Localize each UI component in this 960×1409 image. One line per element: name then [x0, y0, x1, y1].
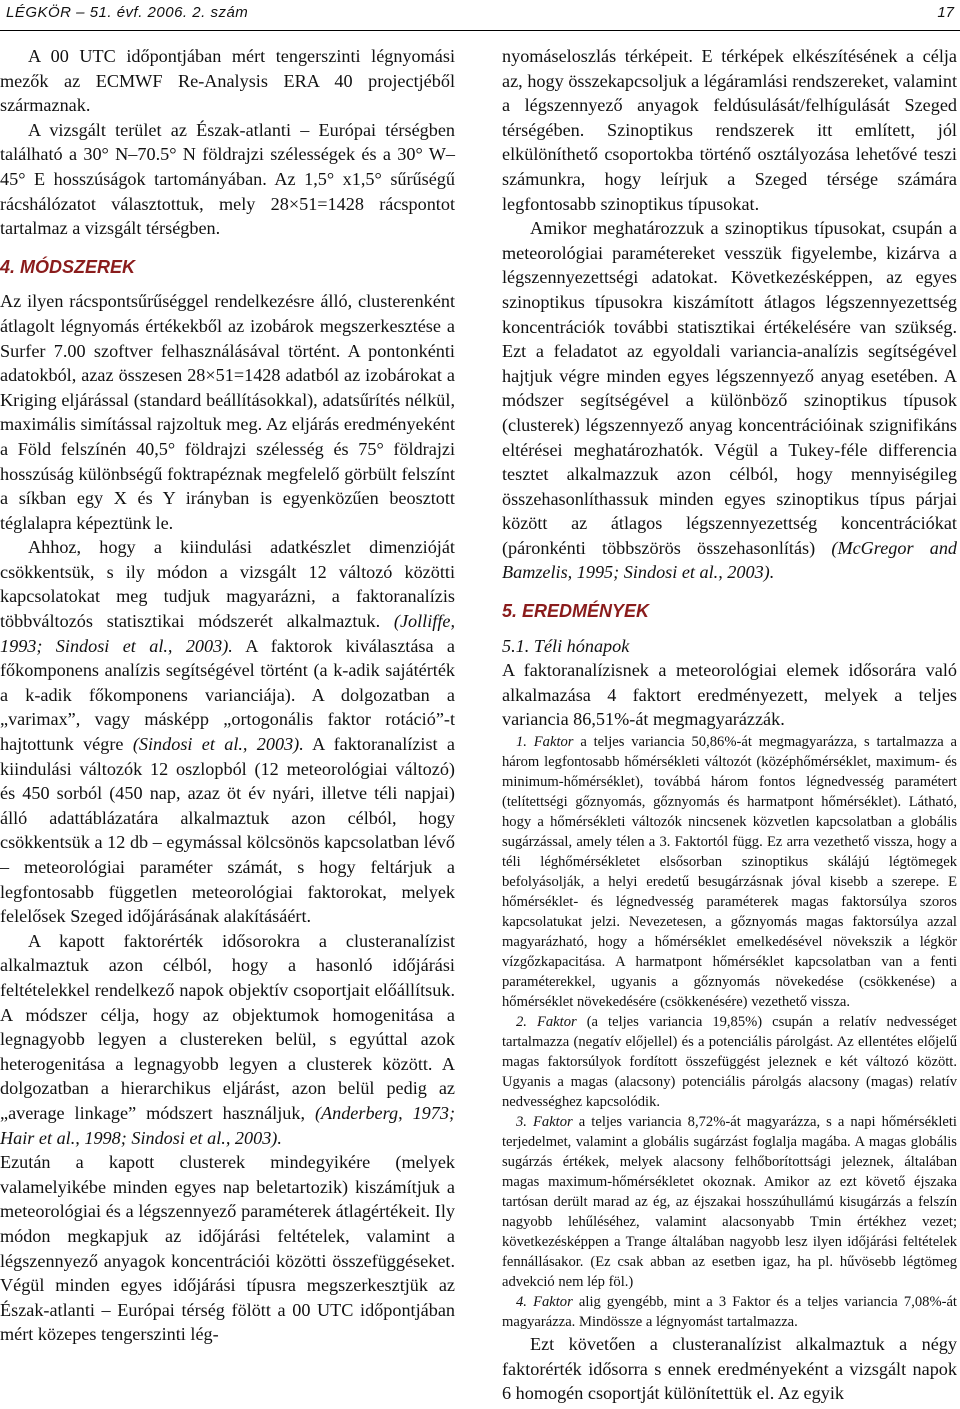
- factor-text: (a teljes variancia 19,85%) csupán a relatív nedvességet tartalmazza (negatív előjellel) és a potenciális párolgást. Az ellentétes előjelű magas faktorsúlyok fordított összefüggést jeleznek e két változó között. Ugyanis a magas (alacsony) potenciális párolgás alacsony (magas) relatív nedvességhez kapcsolódik.: [502, 1014, 957, 1111]
- section-heading-results: 5. EREDMÉNYEK: [502, 601, 650, 622]
- paragraph-text: A faktoranalízist a kiindulási változók 12 oszlopból (12 meteorológiai változó) és 450 sorból (450 nap, azaz öt év nyári, illetve téli napjai) álló adattáblázatára alkalmaztuk azon célból, hogy csökkentsük a 12 db – egymással kölcsönös kapcsolatban lévő – meteorológiai paraméter számát, s hogy feltárjuk a legfontosabb független meteorológiai faktorokat, melyek felelősek Szeged időjárásának alakításáért.: [0, 734, 455, 927]
- paragraph: [502, 216, 957, 585]
- paragraph-text: Ahhoz, hogy a kiindulási adatkészlet dimenzióját csökkentsük, s ily módon a vizsgált 12 változó közötti kapcsolatokat meg tudjuk magyarázni, a faktoranalízis többváltozós statisztikai módszerét alkalmaztuk.: [0, 537, 455, 632]
- left-column: [0, 44, 455, 1347]
- paragraph: [0, 929, 455, 1150]
- paragraph: Ezt követően a clusteranalízist alkalmaztuk a négy faktorérték idősorra s ennek eredményeként a vizsgált napok 6 homogén csoportját különítettük el. Az egyik: [502, 1334, 957, 1404]
- subsection-heading: 5.1. Téli hónapok: [502, 635, 630, 656]
- factor-text: a teljes variancia 8,72%-át magyarázza, s a napi hőmérsékleti terjedelmet, valamint a globális sugárzást foglalja magába. A magas globális sugárzás értékek, melyek alacsony felhőborítottsági jeleznek, általában magas maximum-hőmérsékletet okoznak. Amikor az ezt követő éjszaka tartósan derült marad az ég, az éjszakai hosszúhullámú kisugárzás a felszín nagyobb lehűléséhez, valamint alacsonyabb Tmin értékhez vezet; következésképpen a Trange általában nagyobb lesz ilyen időjárási feltételek fennállásakor. (Ez csak abban az esetben igaz, ha pl. hűvösebb légtömeg advekció nem lép föl.): [502, 1114, 957, 1291]
- factor-text: alig gyengébb, mint a 3 Faktor és a teljes variancia 7,08%-át magyarázza. Mindössze a légnyomást tartalmazza.: [502, 1294, 957, 1331]
- factor-1: [502, 732, 957, 1012]
- paragraph-text: Amikor meghatározzuk a szinoptikus típusokat, csupán a meteorológiai paramétereket vesszük figyelembe, kizárva a légszennyezettségi adatokat. Következésképpen, az egyes szinoptikus típusokra kiszámított átlagos légszennyezettség koncentrációk további statisztikai értékelésére van szükség. Ezt a feladatot az egyoldali variancia-analízis segítségével hajtjuk végre minden egyes légszennyező anyag esetében. A módszer segítségével a különböző szinoptikus típusok (clusterek) légszennyező anyag koncentrációinak szignifikáns eltérései meghatározhatók. Végül a Tukey-féle differencia tesztet alkalmazzuk azon célból, hogy mennyiségileg összehasonlíthassuk minden egyes szinoptikus típus párjai között az átlagos légszennyezettség koncentrációkat (páronkénti többszörös összehasonlítás): [502, 218, 957, 558]
- factor-label: 2. Faktor: [516, 1014, 577, 1031]
- paragraph: A faktoranalízisnek a meteorológiai elemek idősorára való alkalmazása 4 faktort eredményezett, melyek a teljes variancia 86,51%-át megmagyarázzák.: [502, 660, 957, 730]
- paragraph: nyomáseloszlás térképeit. E térképek elkészítésének a célja az, hogy összekapcsoljuk a légáramlási rendszereket, valamint a légszennyező anyagok feldúsulását/felhígulását Szeged térségében. Szinoptikus rendszerek itt említett, jól elkülöníthető csoportokba történő osztályozása lehetővé teszi számunkra, hogy leírjuk a Szeged térsége számára legfontosabb szinoptikus típusokat.: [502, 46, 957, 214]
- factor-text: a teljes variancia 50,86%-át megmagyarázza, s tartalmazza a három legfontosabb hőmérsékleti változót (középhőmérséklet, maximum- és minimum-hőmérséklet), továbbá három fontos légnedvesség paramétert (telítettségi gőznyomás, gőznyomás és harmatpont hőmérséklet). Látható, hogy a hőmérsékleti változók nincsenek közvetlen kapcsolatban a globális sugárzással, amely télen a 3. Faktortól függ. Ez arra vezethető vissza, hogy a téli léghőmérsékletet elsősorban szinoptikus skálájú légtömegek befolyásolják, a helyi eredetű besugárzásnak jóval kisebb a szerepe. E hőmérséklet- és légnedvesség paraméterek magas faktorsúlya szoros kapcsolatukat jelzi. Nevezetesen, a gőznyomás magas faktorsúlya azzal magyarázható, hogy a hőmérséklet emelkedésével növekszik a légkör vízgőzkapacitása. A harmatpont hőmérséklet kapcsolatban van a fenti paraméterekkel, ugyanis a gőznyomás növekedése (csökkenése) a hőmérséklet növekedésére (csökkenésére) vezethető vissza.: [502, 734, 957, 1011]
- header-rule: [0, 30, 960, 31]
- running-header: [0, 0, 960, 30]
- paragraph: [0, 535, 455, 929]
- citation: (Jolliffe, 1993; Sindosi et al., 2003).: [0, 611, 455, 656]
- factor-label: 3. Faktor: [516, 1114, 573, 1131]
- factor-4: [502, 1292, 957, 1332]
- paragraph: Az ilyen rácspontsűrűséggel rendelkezésre álló, clusterenként átlagolt légnyomás értékekből az izobárok megszerkesztése a Surfer 7.00 szoftver felhasználásával történt. A pontonkénti adatokból, azaz összesen 28×51=1428 adatból az izobárokat a Kriging eljárással (standard beállításokkal), adatsűrítés nélkül, maximális simítással rajzoltuk meg. Az eljárás eredményeként a Föld felszínén 40,5° földrajzi szélesség és 75° földrajzi hosszúság különbségű foktrapéznak megfelelő görbült felszínt a síkban egy X és Y irányban is egyenközűen beosztott téglalapra képeztünk le.: [0, 291, 455, 533]
- factor-label: 1. Faktor: [516, 734, 574, 751]
- factor-2: [502, 1012, 957, 1112]
- right-column: [502, 44, 957, 1406]
- paragraph-text: A faktorok kiválasztása a főkomponens analízis segítségével történt (a k-adik sajátérték a k-adik főkomponens varianciája). A dolgozatban a „varimax”, vagy másképp „ortogonális faktor rotáció”-t hajtottunk végre: [0, 635, 455, 755]
- paragraph: A 00 UTC időpontjában mért tengerszinti légnyomási mezők az ECMWF Re-Analysis ERA 40 projectjéből származnak.: [0, 46, 455, 116]
- factor-3: [502, 1112, 957, 1292]
- factor-descriptions: [502, 732, 957, 1332]
- paragraph-text: A kapott faktorérték idősorokra a clusteranalízist alkalmaztuk azon célból, hogy a hasonló időjárási feltételekkel rendelkező napok objektív csoportjait előállítsuk. A módszer célja, hogy az objektumok homogenitása a legnagyobb legyen a clustereken belül, s egyúttal azok heterogenitása a legnagyobb legyen a clusterek között. A dolgozatban a hierarchikus eljárást, azon belül pedig az „average linkage” módszert használjuk,: [0, 930, 455, 1123]
- citation: (McGregor and Bamzelis, 1995; Sindosi et al., 2003).: [502, 537, 958, 583]
- paragraph: A vizsgált terület az Észak-atlanti – Európai térségben található a 30° N–70.5° N földrajzi szélességek és a 30° W–45° E hosszúságok tartományában. Az 1,5° x1,5° sűrűségű rácshálózatot választottuk, mely 28×51=1428 rácspontot tartalmaz a vizsgált térségben.: [0, 119, 455, 239]
- page-number: 17: [937, 4, 954, 21]
- citation: (Anderberg, 1973; Hair et al., 1998; Sindosi et al., 2003).: [0, 1102, 456, 1148]
- factor-label: 4. Faktor: [516, 1294, 573, 1311]
- journal-title: LÉGKÖR – 51. évf. 2006. 2. szám: [6, 4, 249, 21]
- paragraph: Ezután a kapott clusterek mindegyikére (melyek valamelyikébe minden egyes nap beletartozik) kiszámítjuk a meteorológiai és a légszennyező paraméterek átlagértékeit. Ily módon megkapjuk az időjárási feltételek, valamint a légszennyező anyagok koncentrációi közötti összefüggéseket. Végül minden egyes időjárási típusra megszerkesztjük az Észak-atlanti – Európai térség fölött a 00 UTC időpontjában mért közepes tengerszinti lég-: [0, 1152, 455, 1345]
- section-heading-methods: 4. MÓDSZEREK: [0, 256, 136, 277]
- citation: (Sindosi et al., 2003).: [132, 734, 304, 755]
